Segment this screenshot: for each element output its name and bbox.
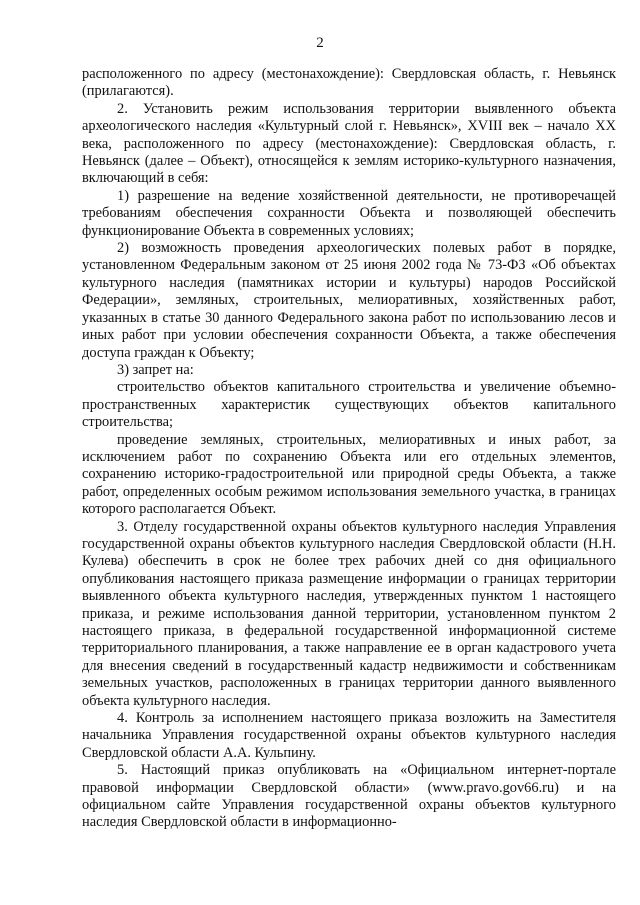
paragraph-continuation: расположенного по адресу (местонахождение): Свердловская область, г. Невьянск (прилагаются). <box>82 66 616 100</box>
paragraph-subitem-3: 3) запрет на: <box>117 361 194 378</box>
paragraph-item-4: 4. Контроль за исполнением настоящего приказа возложить на Заместителя начальника Управления государственной охраны объектов культурного наследия Свердловской области А.А. Кульпину. <box>82 710 616 761</box>
paragraph-subitem-1: 1) разрешение на ведение хозяйственной деятельности, не противоречащей требованиям обеспечения сохранности Объекта и позволяющей обеспечить функционирование Объекта в современных условиях; <box>82 187 616 239</box>
paragraph-prohibition-works: проведение земляных, строительных, мелиоративных и иных работ, за исключением работ по сохранению Объекта или его отдельных элементов, сохранению историко-градостроительной или природной среды Объекта, а также работ, определенных особым режимом использования земельного участка, в границах которого располагается Объект. <box>82 431 616 518</box>
paragraph-item-5: 5. Настоящий приказ опубликовать на «Официальном интернет-портале правовой информации Свердловской области» (www.pravo.gov66.ru) и на официальном сайте Управления государственной охраны объектов культурного наследия Свердловской области в информационно- <box>82 762 616 831</box>
paragraph-prohibition-construction: строительство объектов капитального строительства и увеличение объемно-пространственных характеристик существующих объектов капитального строительства; <box>82 379 616 431</box>
paragraph-item-2: 2. Установить режим использования территории выявленного объекта археологического наследия «Культурный слой г. Невьянск», XVIII век – начало XX века, расположенного по адресу (местонахождение): Свердловская область, г. Невьянск (далее – Объект), относящейся к землям историко-культурного назначения, включающий в себя: <box>82 100 616 187</box>
paragraph-item-3: 3. Отделу государственной охраны объектов культурного наследия Управления государственной охраны объектов культурного наследия Свердловской области (Н.Н. Кулева) обеспечить в срок не более трех рабочих дней со дня официального опубликования настоящего приказа размещение информации о границах территории выявленного объекта культурного наследия, утвержденных пунктом 1 настоящего приказа, и режиме использования данной территории, установленном пунктом 2 настоящего приказа, в федеральной государственной информационной системе территориального планирования, а также направление ее в орган кадастрового учета для внесения сведений в государственный кадастр недвижимости и собственникам земельных участков, расположенных в границах территории данного выявленного объекта культурного наследия. <box>82 518 616 709</box>
document-body <box>82 66 616 832</box>
page-number: 2 <box>316 35 324 51</box>
paragraph-subitem-2: 2) возможность проведения археологических полевых работ в порядке, установленном Федеральным законом от 25 июня 2002 года № 73-ФЗ «Об объектах культурного наследия (памятниках истории и культуры) народов Российской Федерации», земляных, строительных, мелиоративных, хозяйственных работ, указанных в статье 30 данного Федерального закона работ по использованию лесов и иных работ при условии обеспечения сохранности Объекта, а также обеспечения доступа граждан к Объекту; <box>82 240 616 361</box>
